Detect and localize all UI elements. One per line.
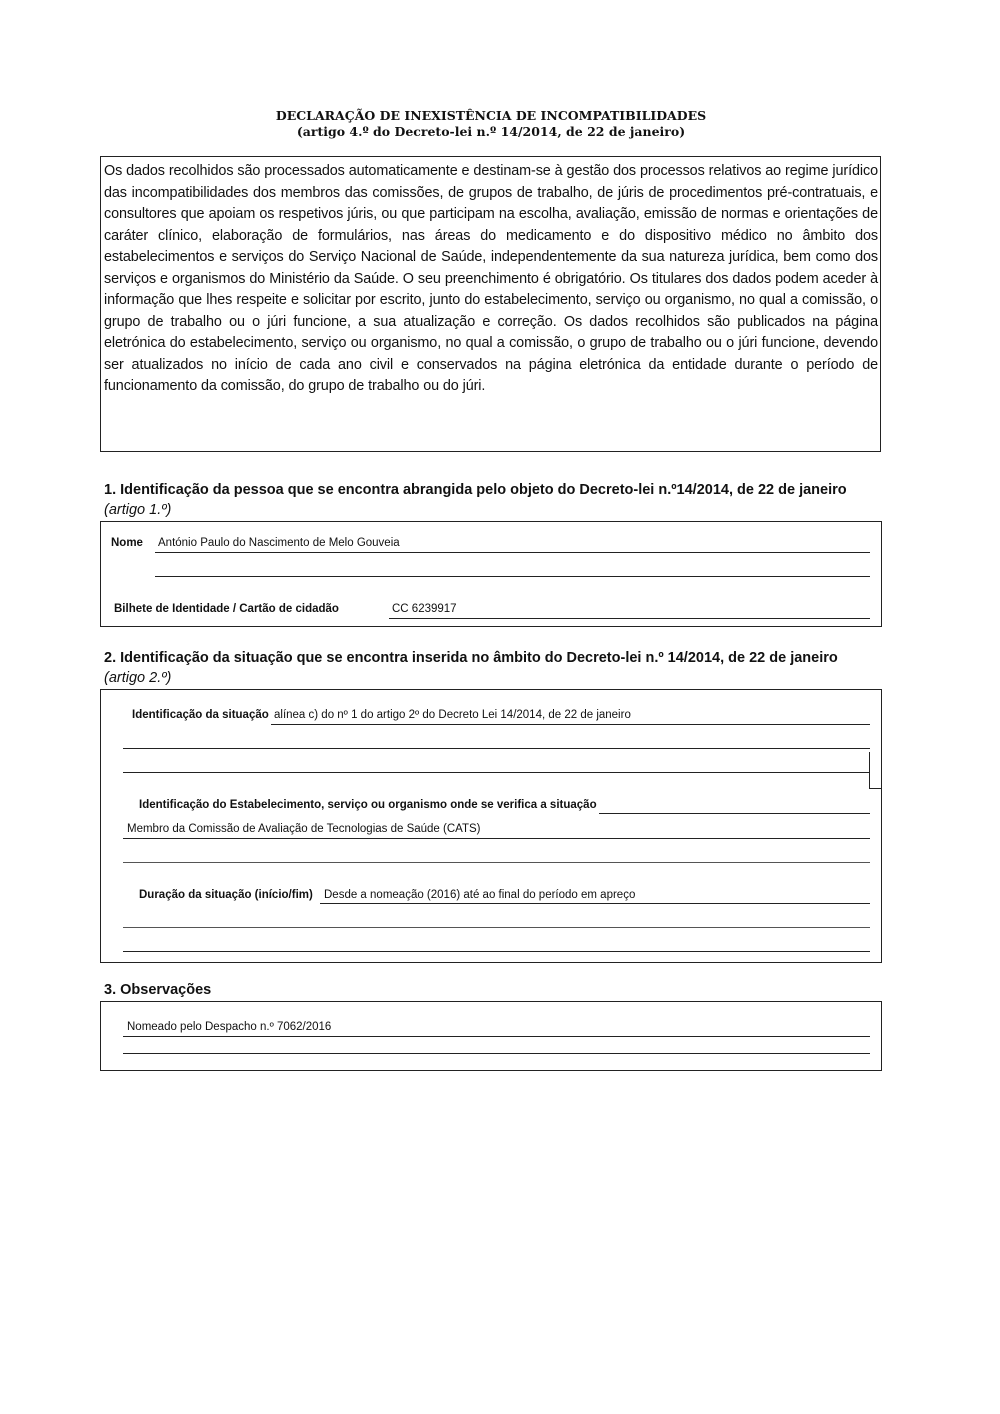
field-edge-tick xyxy=(869,788,882,789)
establishment-label: Identificação do Estabelecimento, serviço ou organismo onde se verifica a situação xyxy=(139,799,597,811)
name-extra-line xyxy=(155,576,870,577)
duration-line-2 xyxy=(123,927,870,928)
duration-underline xyxy=(320,903,870,904)
field-edge-mark xyxy=(869,752,870,788)
section-2-subheading: (artigo 2.º) xyxy=(104,670,172,686)
duration-field[interactable]: Desde a nomeação (2016) até ao final do período em apreço xyxy=(324,889,636,901)
situation-underline xyxy=(271,724,870,725)
section-3-heading: 3. Observações xyxy=(104,982,212,998)
establishment-line-2 xyxy=(123,862,870,863)
id-document-field[interactable]: CC 6239917 xyxy=(392,603,457,615)
observations-field[interactable]: Nomeado pelo Despacho n.º 7062/2016 xyxy=(127,1021,332,1033)
situation-identification-box xyxy=(100,689,882,963)
situation-line-3 xyxy=(123,772,870,773)
situation-line-2 xyxy=(123,748,870,749)
name-underline xyxy=(155,552,870,553)
section-1-subheading: (artigo 1.º) xyxy=(104,502,172,518)
name-field[interactable]: António Paulo do Nascimento de Melo Gouveia xyxy=(158,537,400,549)
person-identification-box xyxy=(100,521,882,627)
duration-line-3 xyxy=(123,951,870,952)
id-document-underline xyxy=(389,618,870,619)
section-2-heading: 2. Identificação da situação que se encontra inserida no âmbito do Decreto-lei n.º 14/2014, de 22 de janeiro xyxy=(104,650,838,666)
section-1-heading: 1. Identificação da pessoa que se encontra abrangida pelo objeto do Decreto-lei n.º14/2014, de 22 de janeiro xyxy=(104,482,847,498)
establishment-label-underline xyxy=(599,813,870,814)
observations-box xyxy=(100,1001,882,1071)
establishment-field[interactable]: Membro da Comissão de Avaliação de Tecnologias de Saúde (CATS) xyxy=(127,823,481,835)
duration-label: Duração da situação (início/fim) xyxy=(139,889,313,901)
establishment-underline xyxy=(123,838,870,839)
id-document-label: Bilhete de Identidade / Cartão de cidadão xyxy=(114,603,339,615)
name-label: Nome xyxy=(111,537,143,549)
observations-underline xyxy=(123,1036,870,1037)
privacy-notice-box xyxy=(100,156,881,452)
document-title: DECLARAÇÃO DE INEXISTÊNCIA DE INCOMPATIBILIDADES xyxy=(275,108,707,123)
privacy-notice-text: Os dados recolhidos são processados automaticamente e destinam-se à gestão dos processos relativos ao regime jurídico das incompatibilidades dos membros das comissões, de grupos de trabalho, de júris de procedimentos pré-contratuais, e consultores que apoiam os respetivos júris, ou que participam na escolha, avaliação, emissão de normas e orientações de caráter clínico, elaboração de formulários, nas áreas do medicamento e do dispositivo médico no âmbito dos estabelecimentos e serviços do Serviço Nacional de Saúde, independentemente da sua natureza jurídica, bem como dos serviços e organismos do Ministério da Saúde. O seu preenchimento é obrigatório. Os titulares dos dados podem aceder à informação que lhes respeite e solicitar por escrito, junto do estabelecimento, serviço ou organismo, no qual a comissão, o grupo de trabalho ou o júri funcione, a sua atualização e correção. Os dados recolhidos são publicados na página eletrónica do estabelecimento, serviço ou organismo, no qual a comissão, o grupo de trabalho ou o júri funcione, devendo ser atualizados no início de cada ano civil e conservados na página eletrónica da entidade durante o período de funcionamento da comissão, do grupo de trabalho ou do júri. xyxy=(104,163,878,394)
situation-field[interactable]: alínea c) do nº 1 do artigo 2º do Decreto Lei 14/2014, de 22 de janeiro xyxy=(274,709,631,721)
observations-line-2 xyxy=(123,1053,870,1054)
document-subtitle: (artigo 4.º do Decreto-lei n.º 14/2014, de 22 de janeiro) xyxy=(296,124,686,139)
situation-label: Identificação da situação xyxy=(132,709,269,721)
